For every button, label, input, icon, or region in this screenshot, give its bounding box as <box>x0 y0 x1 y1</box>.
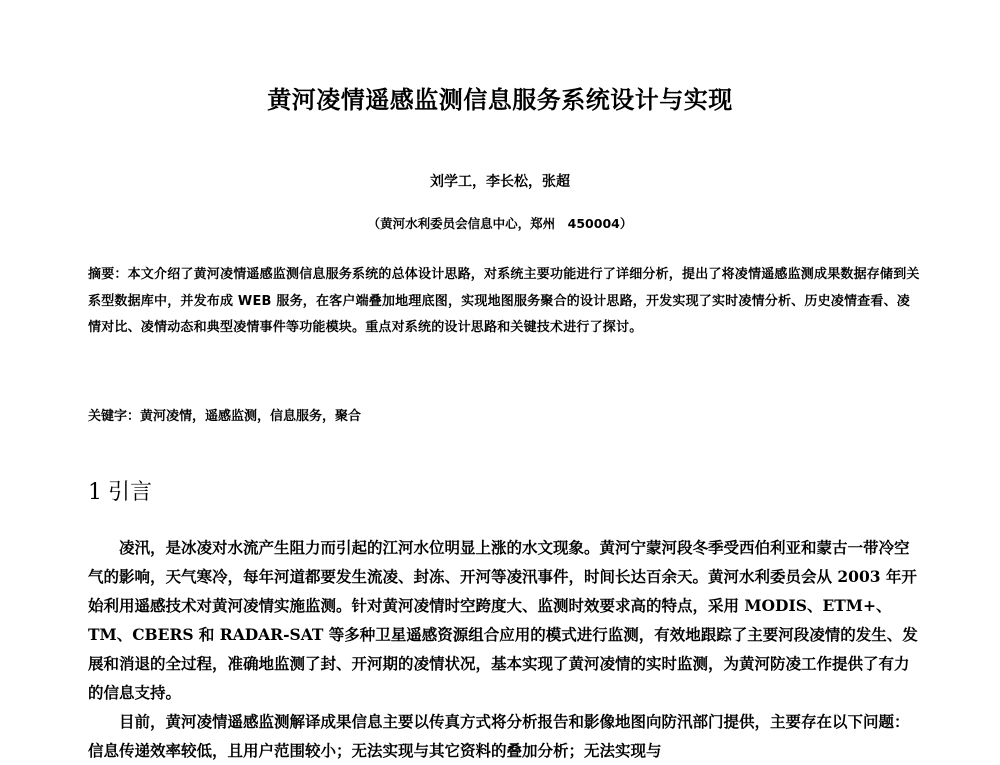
abstract-text: 本文介绍了黄河凌情遥感监测信息服务系统的总体设计思路，对系统主要功能进行了详细分析，提出了将凌情遥感监测成果数据存储到关系型数据库中，并发布成 WEB 服务，在客户端叠加地理底图，实现地图服务聚合的设计思路，开发实现了实时凌情分析、历史凌情查看、凌情对比、凌情动态和典型凌情事件等功能模块。重点对系统的设计思路和关键技术进行了探讨。 <box>88 267 920 335</box>
keywords-label: 关键字： <box>88 409 141 424</box>
paragraph: 凌汛，是冰凌对水流产生阻力而引起的江河水位明显上涨的水文现象。黄河宁蒙河段冬季受西伯利亚和蒙古一带冷空气的影响，天气寒冷，每年河道都要发生流凌、封冻、开河等凌汛事件，时间长达百余天。黄河水利委员会从 2003 年开始利用遥感技术对黄河凌情实施监测。针对黄河凌情时空跨度大、监测时效要求高的特点，采用 MODIS、ETM+、TM、CBERS 和 RADAR-SAT 等多种卫星遥感资源组合应用的模式进行监测，有效地跟踪了主要河段凌情的发生、发展和消退的全过程，准确地监测了封、开河期的凌情状况，基本实现了黄河凌情的实时监测，为黄河防凌工作提供了有力的信息支持。 <box>88 538 918 702</box>
affiliation: （黄河水利委员会信息中心，郑州 450004） <box>367 216 633 231</box>
section-number: 1 <box>88 480 102 505</box>
keywords <box>88 404 920 430</box>
paper-title: 黄河凌情遥感监测信息服务系统设计与实现 <box>267 86 733 114</box>
abstract-label: 摘要： <box>88 267 128 282</box>
body-text <box>88 533 918 765</box>
keywords-text: 黄河凌情，遥感监测，信息服务，聚合 <box>140 409 362 424</box>
paragraph: 目前，黄河凌情遥感监测解译成果信息主要以传真方式将分析报告和影像地图向防汛部门提供，主要存在以下问题：信息传递效率较低，且用户范围较小；无法实现与其它资料的叠加分析；无法实现与 <box>88 712 910 760</box>
section-heading <box>88 475 158 506</box>
abstract <box>88 262 920 342</box>
author-list: 刘学工，李长松，张超 <box>430 174 570 190</box>
section-title: 引言 <box>108 480 153 505</box>
